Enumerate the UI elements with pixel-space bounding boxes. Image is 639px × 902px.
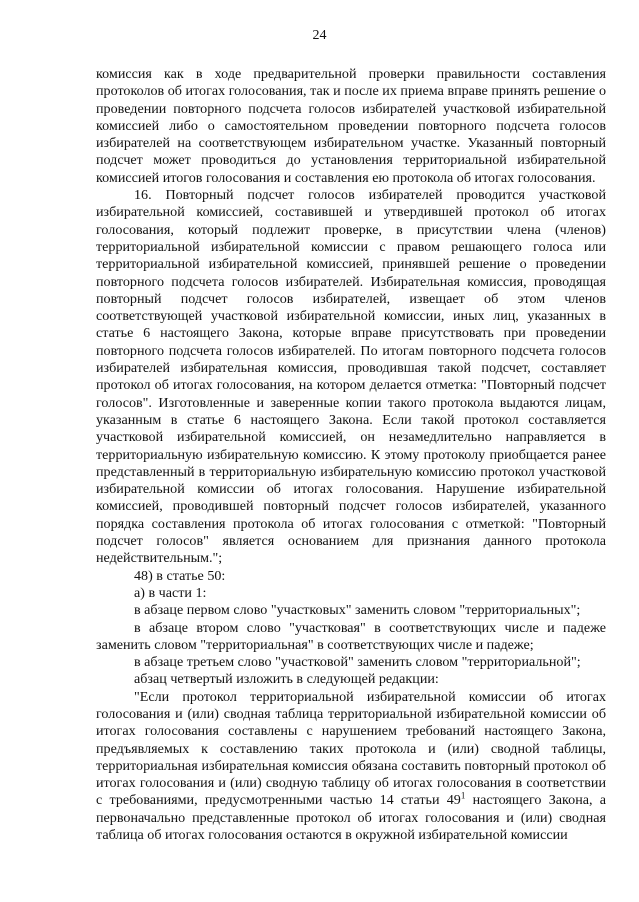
document-body — [96, 66, 606, 844]
paragraph-amend-fourth: абзац четвертый изложить в следующей редакции: — [134, 671, 439, 688]
paragraph-amend-third: в абзаце третьем слово "участковой" заменить словом "территориальной"; — [134, 654, 581, 671]
paragraph-continuation: комиссия как в ходе предварительной проверки правильности составления протоколов об итогах голосования, так и после их приема вправе принять решение о проведении повторного подсчета голосов избирателей участковой избирательной комиссией либо о самостоятельном проведении повторного подсчета голосов избирателей на соответствующем избирательном участке. Указанный повторный подсчет может проводиться до установления территориальной избирательной комиссией итогов голосования и составления ею протокола об итогах голосования. — [96, 66, 606, 186]
paragraph-subitem-a: а) в части 1: — [134, 584, 207, 601]
page-number: 24 — [312, 28, 327, 43]
paragraph-item-16: 16. Повторный подсчет голосов избирателей проводится участковой избирательной комиссией, составившей и утвердившей протокол об итогах голосования, который подлежит проверке, в присутствии члена (членов) территориальной избирательной комиссии с правом решающего голоса или территориальной избирательной комиссией, принявшей решение о проведении повторного подсчета голосов избирателей. Избирательная комиссия, проводящая повторный подсчет голосов избирателей, извещает об этом членов соответствующей участковой избирательной комиссии, иных лиц, указанных в статье 6 настоящего Закона, которые вправе присутствовать при проведении повторного подсчета голосов избирателей. По итогам повторного подсчета голосов избирателей избирательная комиссия, проводившая такой подсчет, составляет протокол об итогах голосования, на котором делается отметка: "Повторный подсчет голосов". Изготовленные и заверенные копии такого протокола выдаются лицам, указанным в статье 6 настоящего Закона. Если такой протокол составляется участковой избирательной комиссией, он незамедлительно направляется в территориальную избирательную комиссию. К этому протоколу приобщается ранее представленный в территориальную избирательную комиссию протокол участковой избирательной комиссии об итогах голосования. Нарушение избирательной комиссией, проводившей повторный подсчет голосов избирателей, указанного порядка составления протокола об итогах голосования с отметкой: "Повторный подсчет голосов" является основанием для признания данного протокола недействительным."; — [96, 187, 606, 567]
quoted-text-part-1: "Если протокол территориальной избирательной комиссии об итогах голосования и (или) сводная таблица территориальной избирательной комиссии об итогах голосования составлены с нарушением требований настоящего Закона, предъявляемых к составлению таких протокола и (или) сводной таблицы, территориальная избирательная комиссия обязана составить повторный протокол об итогах голосования и (или) сводную таблицу об итогах голосования в соответствии с требованиями, предусмотренными частью 14 статьи 49 — [96, 688, 606, 809]
quoted-text-part-2: настоящего Закона, а первоначально представленные протокол об итогах голосования и (или) сводная таблица об итогах голосования остаются в окружной избирательной комиссии — [96, 792, 607, 844]
paragraph-amend-second: в абзаце втором слово "участковая" в соответствующих числе и падеже заменить словом "территориальная" в соответствующих числе и падеже; — [96, 619, 606, 653]
superscript-one: 1 — [460, 790, 466, 801]
paragraph-item-48: 48) в статье 50: — [134, 567, 226, 584]
paragraph-quoted-text — [96, 689, 606, 845]
paragraph-amend-first: в абзаце первом слово "участковых" заменить словом "территориальных"; — [134, 602, 581, 619]
